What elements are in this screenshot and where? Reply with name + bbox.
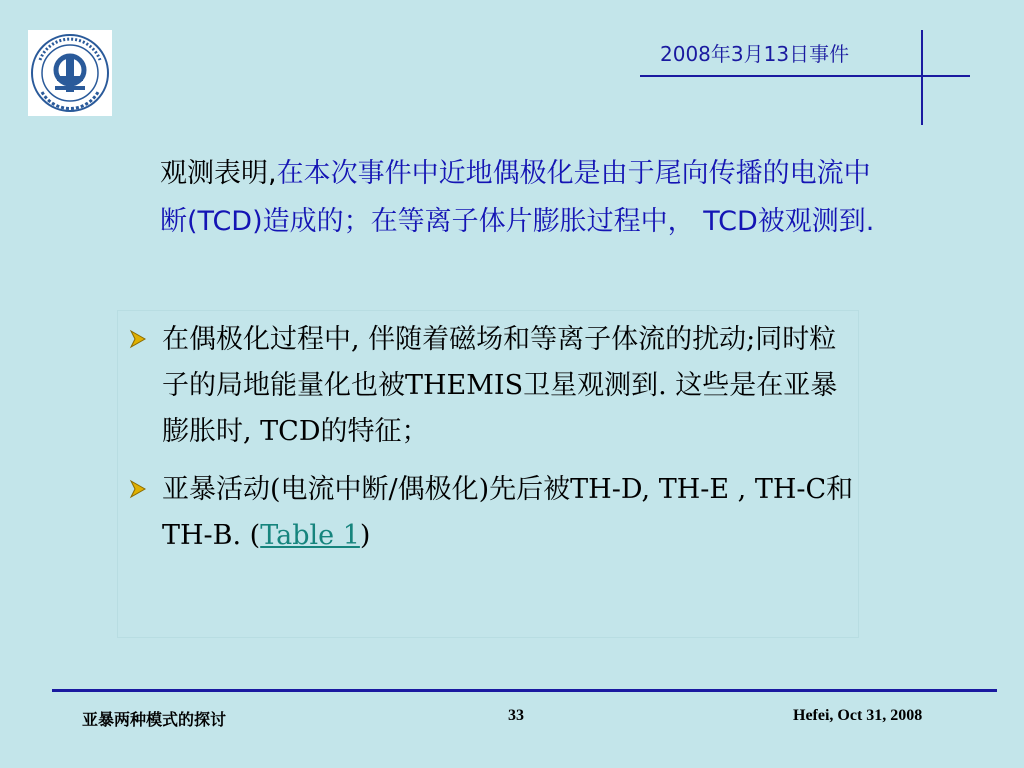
bullet-text-before: 亚暴活动(电流中断/偶极化)先后被TH-D, TH-E , TH-C和TH-B. ( bbox=[162, 474, 854, 551]
bullet-list bbox=[117, 310, 859, 638]
arrow-bullet-icon bbox=[128, 479, 148, 499]
bullet-text bbox=[162, 467, 854, 559]
university-logo bbox=[28, 30, 112, 116]
list-item bbox=[128, 467, 854, 559]
header-vertical-divider bbox=[921, 30, 923, 125]
bullet-text: 在偶极化过程中, 伴随着磁场和等离子体流的扰动;同时粒子的局地能量化也被THEMIS卫星观测到. 这些是在亚暴膨胀时, TCD的特征； bbox=[162, 324, 838, 447]
footer-title: 亚暴两种模式的探讨 bbox=[82, 710, 227, 729]
arrow-bullet-icon bbox=[128, 329, 148, 349]
intro-text: 在本次事件中近地偶极化是由于尾向传播的电流中断(TCD)造成的；在等离子体片膨胀过程中， TCD被观测到. bbox=[160, 158, 875, 237]
intro-lead: 观测表明, bbox=[160, 158, 277, 189]
footer-divider bbox=[52, 689, 997, 692]
page-number: 33 bbox=[508, 707, 524, 724]
header-title: 2008年3月13日事件 bbox=[660, 42, 850, 66]
list-item bbox=[128, 317, 854, 455]
bullet-text-after: ) bbox=[359, 520, 371, 551]
university-seal-icon bbox=[28, 30, 112, 116]
table-1-link[interactable]: Table 1 bbox=[260, 520, 360, 551]
footer-date: Hefei, Oct 31, 2008 bbox=[793, 707, 923, 724]
intro-paragraph bbox=[160, 150, 880, 246]
